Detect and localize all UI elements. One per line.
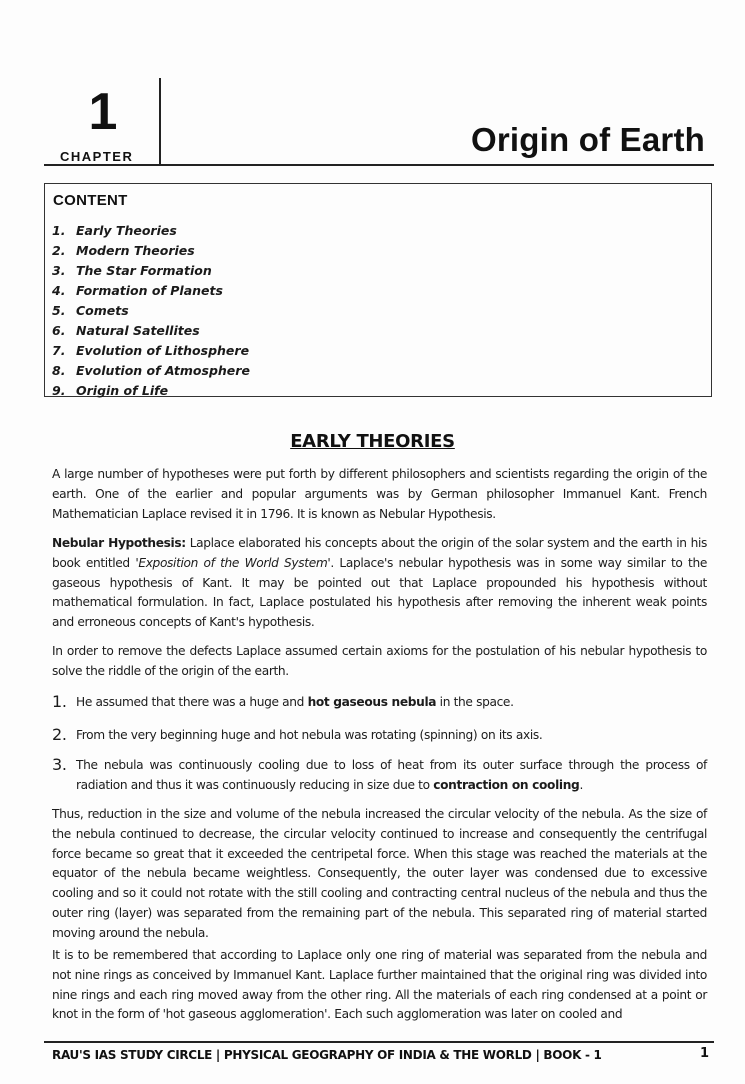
contents-item[interactable]: 7. Evolution of Lithosphere <box>52 343 250 358</box>
page-number: 1 <box>700 1046 710 1061</box>
nebular-label: Nebular Hypothesis: <box>52 536 186 550</box>
section-heading: EARLY THEORIES <box>290 431 455 452</box>
chapter-title: Origin of Earth <box>471 121 705 158</box>
footer-text: RAU'S IAS STUDY CIRCLE | PHYSICAL GEOGRAPHY OF INDIA & THE WORLD | BOOK - 1 <box>52 1048 602 1062</box>
axiom-item: 2. From the very beginning huge and hot nebula was rotating (spinning) on its axis. <box>52 725 543 744</box>
nebular-paragraph: Nebular Hypothesis: Laplace elaborated his concepts about the origin of the solar system and the earth in his book entitled 'Exposition of the World System'. Laplace's nebular hypothesis was in some way similar to the gaseous hypothesis of Kant. It may be pointed out that Laplace propounded his hypothesis without mathematical formulation. In fact, Laplace postulated his hypothesis after removing the inherent weak points and erroneous concepts of Kant's hypothesis. <box>52 536 707 630</box>
axiom-item: 3. The nebula was continuously cooling due to loss of heat from its outer surface through the process of radiation and thus it was continuously reducing in size due to contraction on cooling. <box>52 755 707 792</box>
contents-item[interactable]: 8. Evolution of Atmosphere <box>52 363 250 378</box>
footer-rule <box>44 1041 714 1043</box>
chapter-number: 1 <box>88 83 118 141</box>
contents-item[interactable]: 2. Modern Theories <box>52 243 195 258</box>
book-title: 'Exposition of the World System' <box>135 555 331 570</box>
thus-paragraph: Thus, reduction in the size and volume of the nebula increased the circular velocity of the nebula. As the size of the nebula continued to decrease, the circular velocity continued to increase and consequently the centrifugal force became so great that it exceeded the centripetal force. When this stage was reached the materials at the equator of the nebula became weightless. Consequently, the outer layer was condensed due to excessive cooling and so it could not rotate with the still cooling and contracting central nucleus of the nebula and thus the outer ring (layer) was separated from the remaining part of the nebula. This separated ring of material started moving around the nebula. <box>52 807 707 940</box>
contents-item[interactable]: 9. Origin of Life <box>52 383 169 398</box>
intro-paragraph: A large number of hypotheses were put forth by different philosophers and scientists regarding the origin of the earth. One of the earlier and popular arguments was by German philosopher Immanuel Kant. French Mathematician Laplace revised it in 1796. It is known as Nebular Hypothesis. <box>52 467 707 521</box>
contents-item[interactable]: 5. Comets <box>52 303 129 318</box>
header-rule <box>44 164 714 166</box>
contents-box <box>44 183 712 397</box>
contents-item[interactable]: 1. Early Theories <box>52 223 177 238</box>
contents-item[interactable]: 4. Formation of Planets <box>52 283 223 298</box>
contents-list <box>52 221 250 401</box>
chapter-label: CHAPTER <box>60 149 134 164</box>
contents-item[interactable]: 3. The Star Formation <box>52 263 212 278</box>
contents-item[interactable]: 6. Natural Satellites <box>52 323 200 338</box>
axiom-item: 1. He assumed that there was a huge and hot gaseous nebula in the space. <box>52 692 514 711</box>
contents-title: CONTENT <box>53 192 128 209</box>
remember-paragraph: It is to be remembered that according to Laplace only one ring of material was separated from the nebula and not nine rings as conceived by Immanuel Kant. Laplace further maintained that the original ring was divided into nine rings and each ring moved away from the other ring. All the materials of each ring condensed at a point or knot in the form of 'hot gaseous agglomeration'. Each such agglomeration was later on cooled and <box>52 948 707 1022</box>
chapter-divider <box>159 78 161 165</box>
axioms-intro-paragraph: In order to remove the defects Laplace assumed certain axioms for the postulation of his nebular hypothesis to solve the riddle of the origin of the earth. <box>52 644 707 678</box>
